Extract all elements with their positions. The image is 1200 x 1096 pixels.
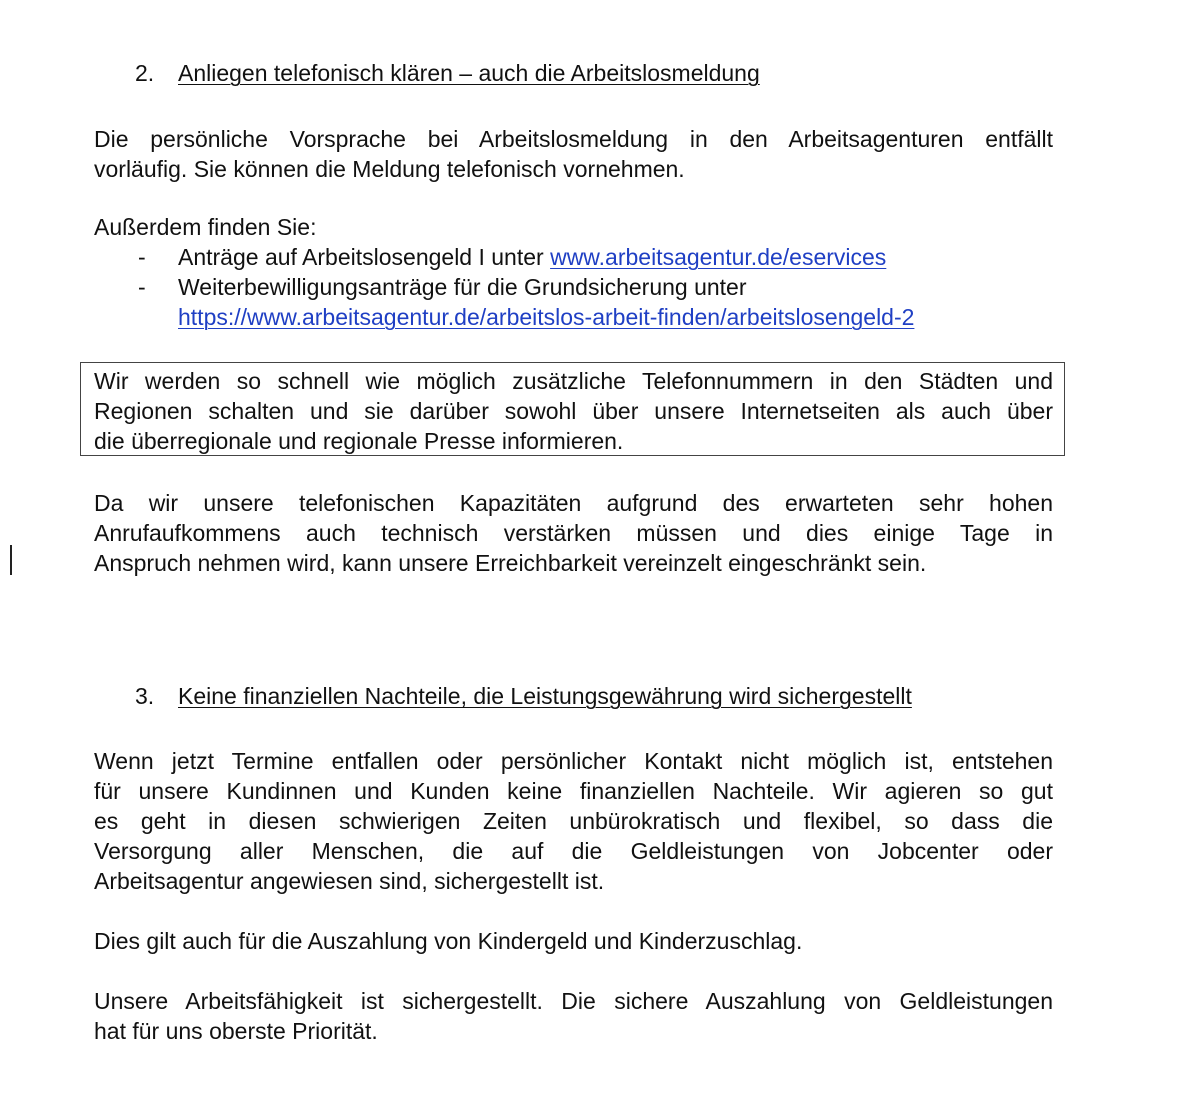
section-2-paragraph-1 (94, 124, 1053, 184)
text-line: vorläufig. Sie können die Meldung telefonisch vornehmen. (94, 156, 685, 182)
text-line: es geht in diesen schwierigen Zeiten unbürokratisch und flexibel, so dass die (94, 808, 1053, 834)
text-line: Wenn jetzt Termine entfallen oder persönlicher Kontakt nicht möglich ist, entstehen (94, 748, 1053, 774)
text-line: Da wir unsere telefonischen Kapazitäten aufgrund des erwarteten sehr hohen (94, 490, 1053, 516)
section-3-number: 3. (135, 683, 155, 709)
list-dash: - (138, 274, 146, 300)
text-line: die überregionale und regionale Presse informieren. (94, 428, 624, 454)
text-line: Arbeitsagentur angewiesen sind, sichergestellt ist. (94, 868, 605, 894)
text-line: Wir werden so schnell wie möglich zusätzliche Telefonnummern in den Städten und (94, 368, 1053, 394)
notice-text (94, 366, 1053, 456)
list-item (94, 272, 1054, 332)
text-line: Unsere Arbeitsfähigkeit ist sichergestellt. Die sichere Auszahlung von Geldleistungen (94, 988, 1053, 1014)
section-2-intro (94, 212, 494, 242)
section-2-title: Anliegen telefonisch klären – auch die Arbeitslosmeldung (178, 60, 760, 86)
text-line: Dies gilt auch für die Auszahlung von Kindergeld und Kinderzuschlag. (94, 928, 803, 954)
text-line: Versorgung aller Menschen, die auf die Geldleistungen von Jobcenter oder (94, 838, 1053, 864)
text-line: Außerdem finden Sie: (94, 214, 317, 240)
eservices-link[interactable]: www.arbeitsagentur.de/eservices (550, 244, 887, 270)
list-item-label: Anträge auf Arbeitslosengeld I unter (178, 244, 551, 270)
text-line: Anspruch nehmen wird, kann unsere Erreichbarkeit vereinzelt eingeschränkt sein. (94, 550, 927, 576)
text-line: Regionen schalten und sie darüber sowohl über unsere Internetseiten als auch über (94, 398, 1053, 424)
notice-box (80, 362, 1065, 456)
text-line: hat für uns oberste Priorität. (94, 1018, 378, 1044)
section-3-title: Keine finanziellen Nachteile, die Leistungsgewährung wird sichergestellt (178, 683, 912, 709)
resource-list (94, 242, 1054, 332)
section-3-paragraph-1 (94, 746, 1053, 896)
section-2-heading (135, 58, 855, 88)
list-dash: - (138, 244, 146, 270)
list-item (94, 242, 1054, 272)
text-cursor (10, 545, 12, 575)
section-3-paragraph-2 (94, 926, 1053, 956)
list-item-label: Weiterbewilligungsanträge für die Grundsicherung unter (178, 274, 747, 300)
text-line: für unsere Kundinnen und Kunden keine finanziellen Nachteile. Wir agieren so gut (94, 778, 1053, 804)
text-line: Anrufaufkommens auch technisch verstärken müssen und dies einige Tage in (94, 520, 1053, 546)
list-item-link-line (178, 302, 914, 332)
list-item-text (178, 242, 886, 272)
arbeitslosengeld-2-link[interactable]: https://www.arbeitsagentur.de/arbeitslos-arbeit-finden/arbeitslosengeld-2 (178, 304, 915, 330)
section-3-heading (135, 681, 1035, 711)
section-2-number: 2. (135, 60, 155, 86)
text-line: Die persönliche Vorsprache bei Arbeitslosmeldung in den Arbeitsagenturen entfällt (94, 126, 1053, 152)
section-3-paragraph-3 (94, 986, 1053, 1046)
section-2-paragraph-2 (94, 488, 1053, 578)
